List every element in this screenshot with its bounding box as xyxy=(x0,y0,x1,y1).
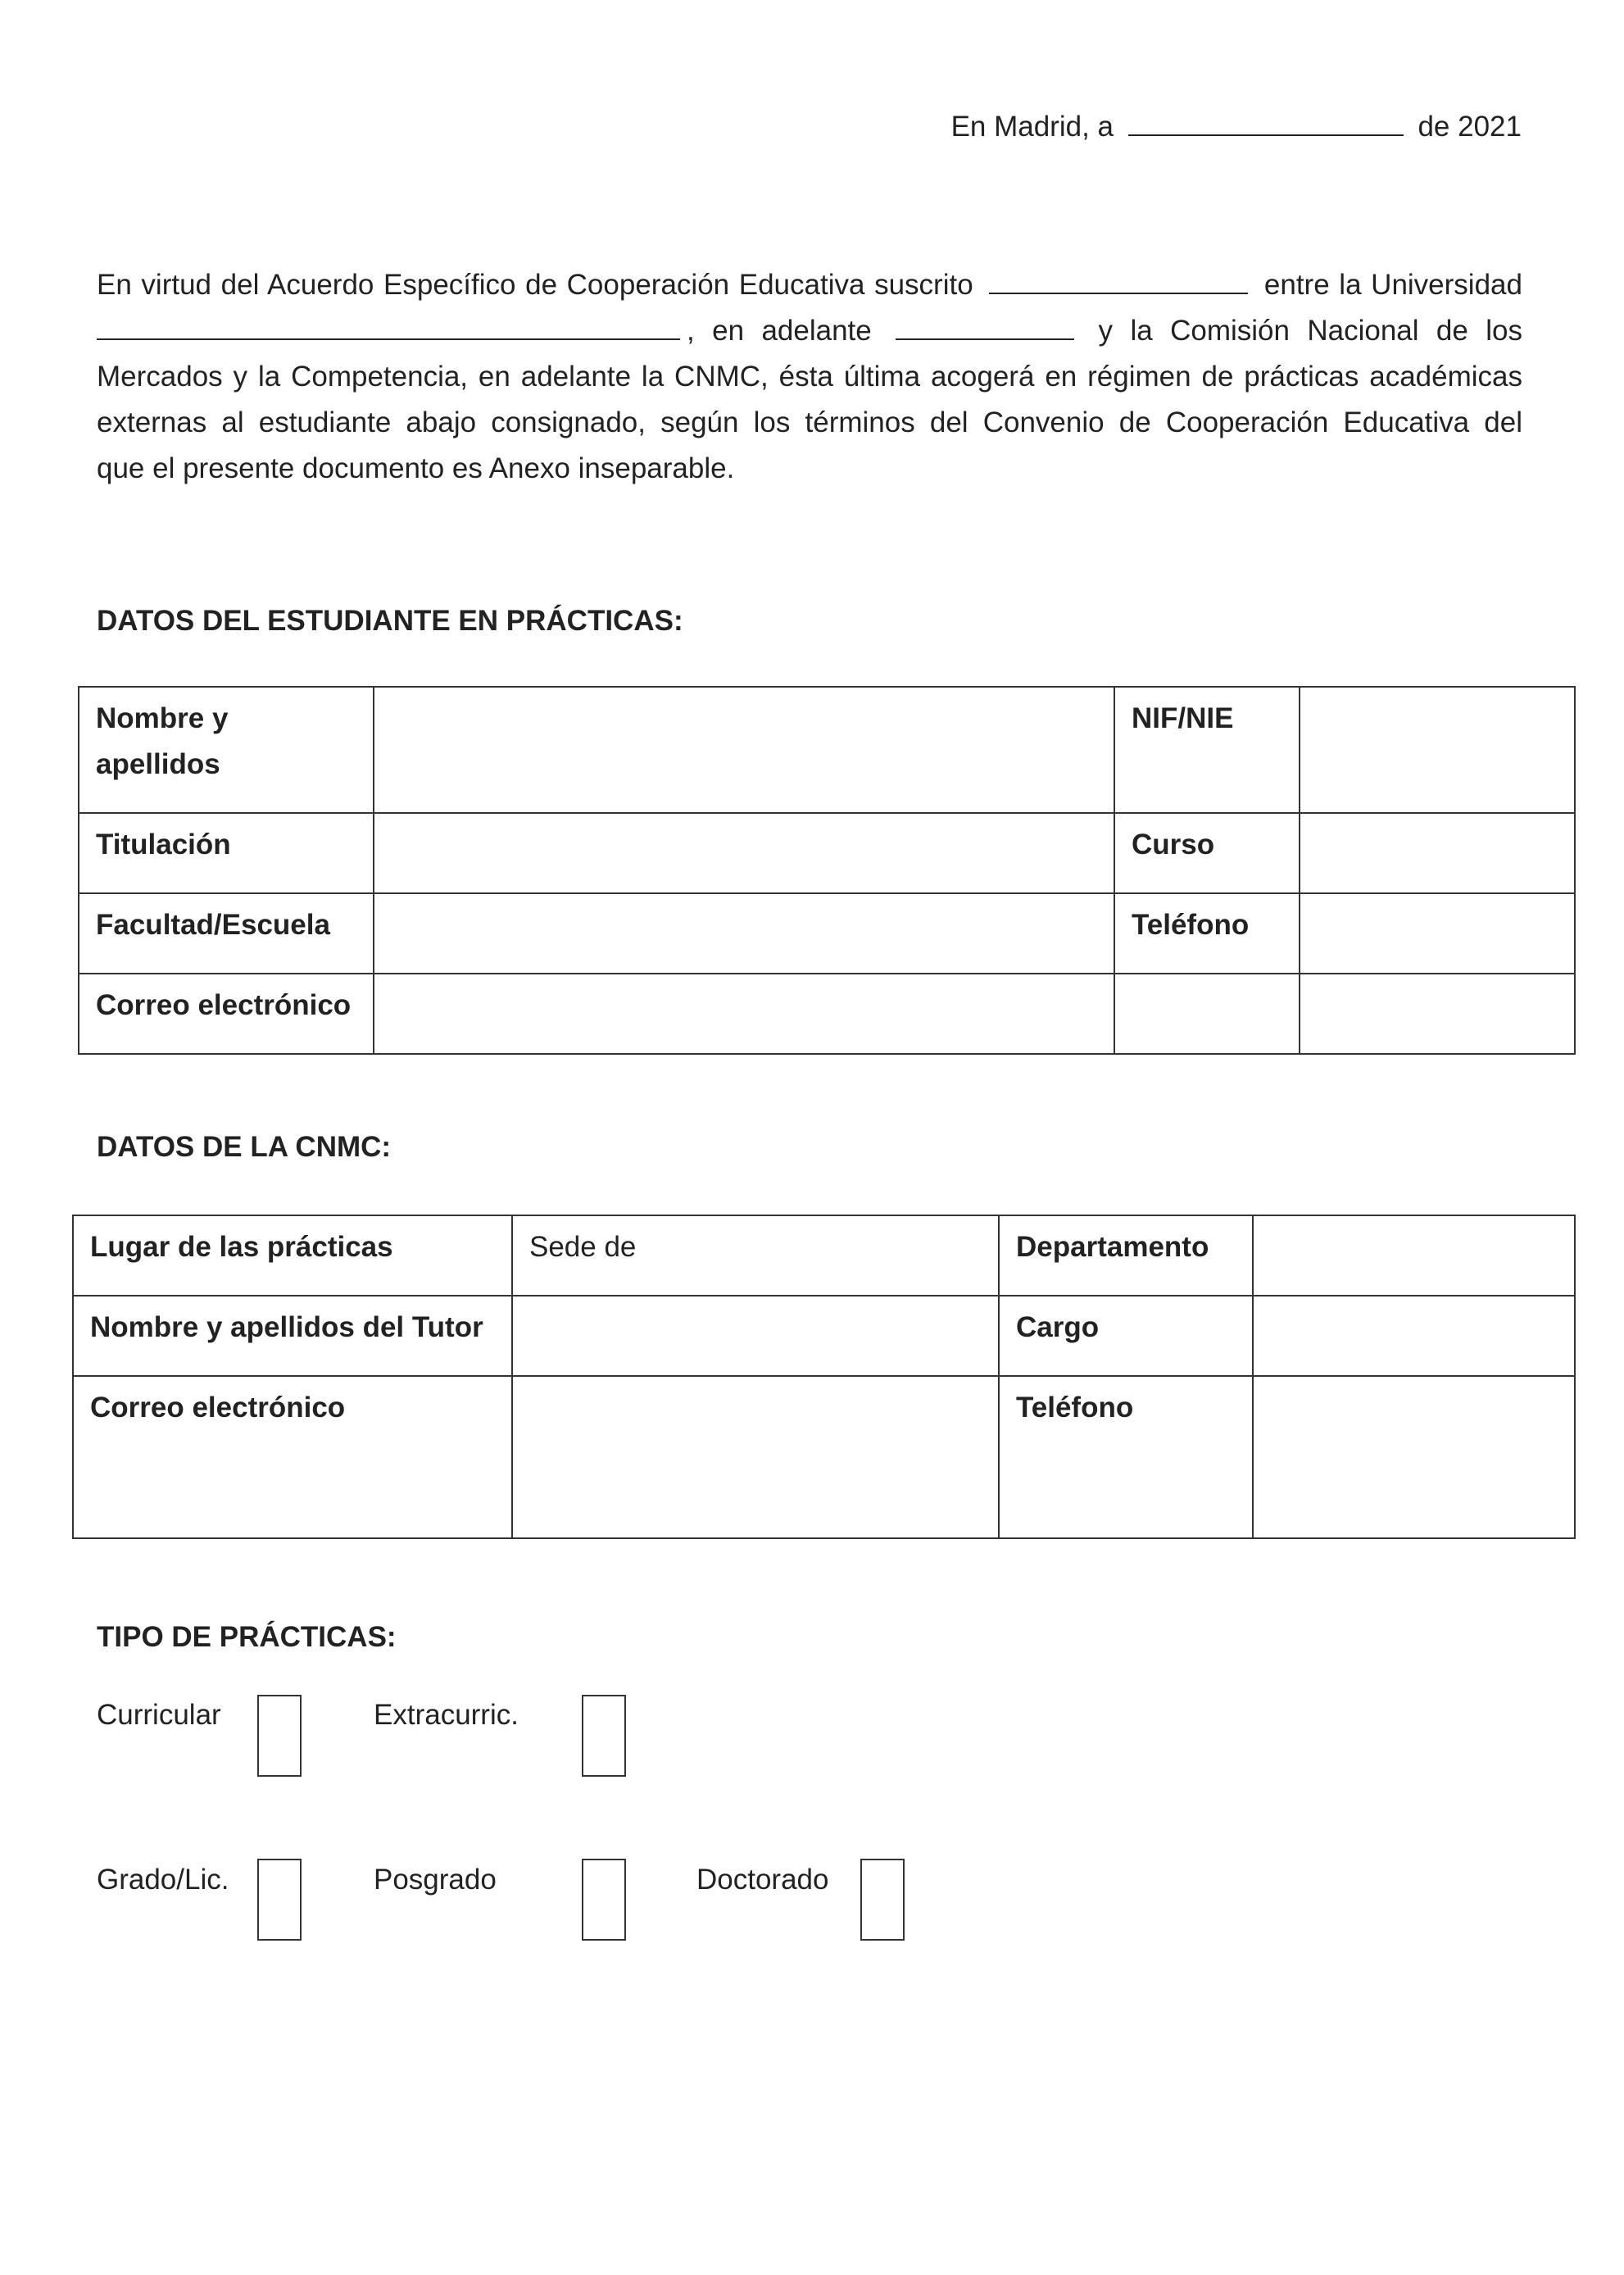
intro-paragraph xyxy=(97,262,1522,492)
intro-line-1 xyxy=(97,262,1522,308)
doctorado-label: Doctorado xyxy=(696,1864,829,1896)
tutor-label: Nombre y apellidos del Tutor xyxy=(73,1296,512,1376)
tutor-phone-label: Teléfono xyxy=(999,1376,1253,1538)
position-label: Cargo xyxy=(999,1296,1253,1376)
student-email-label: Correo electrónico xyxy=(79,974,374,1054)
date-prefix: En Madrid, a xyxy=(950,111,1114,143)
place-value[interactable]: Sede de xyxy=(512,1215,999,1296)
intro-line-2 xyxy=(97,308,1522,354)
doctorado-checkbox[interactable] xyxy=(860,1859,905,1941)
faculty-label: Facultad/Escuela xyxy=(79,893,374,974)
position-value[interactable] xyxy=(1253,1296,1575,1376)
extracurricular-label: Extracurric. xyxy=(374,1699,519,1731)
nif-label: NIF/NIE xyxy=(1114,687,1300,813)
course-label: Curso xyxy=(1114,813,1300,893)
intro-line-5: que el presente documento es Anexo inseparable. xyxy=(97,452,735,484)
university-blank[interactable] xyxy=(97,311,680,340)
cnmc-heading: DATOS DE LA CNMC: xyxy=(97,1131,392,1163)
tutor-email-value[interactable] xyxy=(512,1376,999,1538)
curricular-label: Curricular xyxy=(97,1699,221,1731)
student-table xyxy=(78,686,1576,1055)
name-value[interactable] xyxy=(374,687,1114,813)
course-value[interactable] xyxy=(1300,813,1575,893)
tutor-value[interactable] xyxy=(512,1296,999,1376)
types-heading: TIPO DE PRÁCTICAS: xyxy=(97,1621,397,1653)
intro-line-3: Mercados y la Competencia, en adelante la CNMC, ésta última acogerá en régimen de prácticas académicas xyxy=(97,361,1522,393)
curricular-checkbox[interactable] xyxy=(257,1695,302,1777)
degree-value[interactable] xyxy=(374,813,1114,893)
posgrado-label: Posgrado xyxy=(374,1864,497,1896)
nif-value[interactable] xyxy=(1300,687,1575,813)
grado-label: Grado/Lic. xyxy=(97,1864,229,1896)
extracurricular-checkbox[interactable] xyxy=(582,1695,626,1777)
empty-cell xyxy=(1114,974,1300,1054)
student-heading: DATOS DEL ESTUDIANTE EN PRÁCTICAS: xyxy=(97,605,683,637)
student-phone-value[interactable] xyxy=(1300,893,1575,974)
abbreviation-blank[interactable] xyxy=(896,311,1074,340)
tutor-phone-value[interactable] xyxy=(1253,1376,1575,1538)
department-value[interactable] xyxy=(1253,1215,1575,1296)
cnmc-table xyxy=(72,1215,1576,1539)
intro-text: entre la Universidad xyxy=(1263,269,1522,301)
date-blank[interactable] xyxy=(1128,107,1404,136)
name-label: Nombre y apellidos xyxy=(79,687,374,813)
date-suffix: de 2021 xyxy=(1418,111,1522,143)
grado-checkbox[interactable] xyxy=(257,1859,302,1941)
tutor-email-label: Correo electrónico xyxy=(73,1376,512,1538)
student-phone-label: Teléfono xyxy=(1114,893,1300,974)
agreement-blank[interactable] xyxy=(989,265,1248,294)
date-line xyxy=(951,107,1522,143)
student-email-value[interactable] xyxy=(374,974,1114,1054)
intro-text: , en adelante xyxy=(687,315,872,347)
degree-label: Titulación xyxy=(79,813,374,893)
place-label: Lugar de las prácticas xyxy=(73,1215,512,1296)
faculty-value[interactable] xyxy=(374,893,1114,974)
posgrado-checkbox[interactable] xyxy=(582,1859,626,1941)
intro-text: y la Comisión Nacional de los xyxy=(1098,315,1522,347)
department-label: Departamento xyxy=(999,1215,1253,1296)
intro-text: En virtud del Acuerdo Específico de Cooperación Educativa suscrito xyxy=(97,269,973,301)
empty-cell xyxy=(1300,974,1575,1054)
intro-line-4: externas al estudiante abajo consignado, según los términos del Convenio de Cooperación Educativa del xyxy=(97,406,1522,438)
